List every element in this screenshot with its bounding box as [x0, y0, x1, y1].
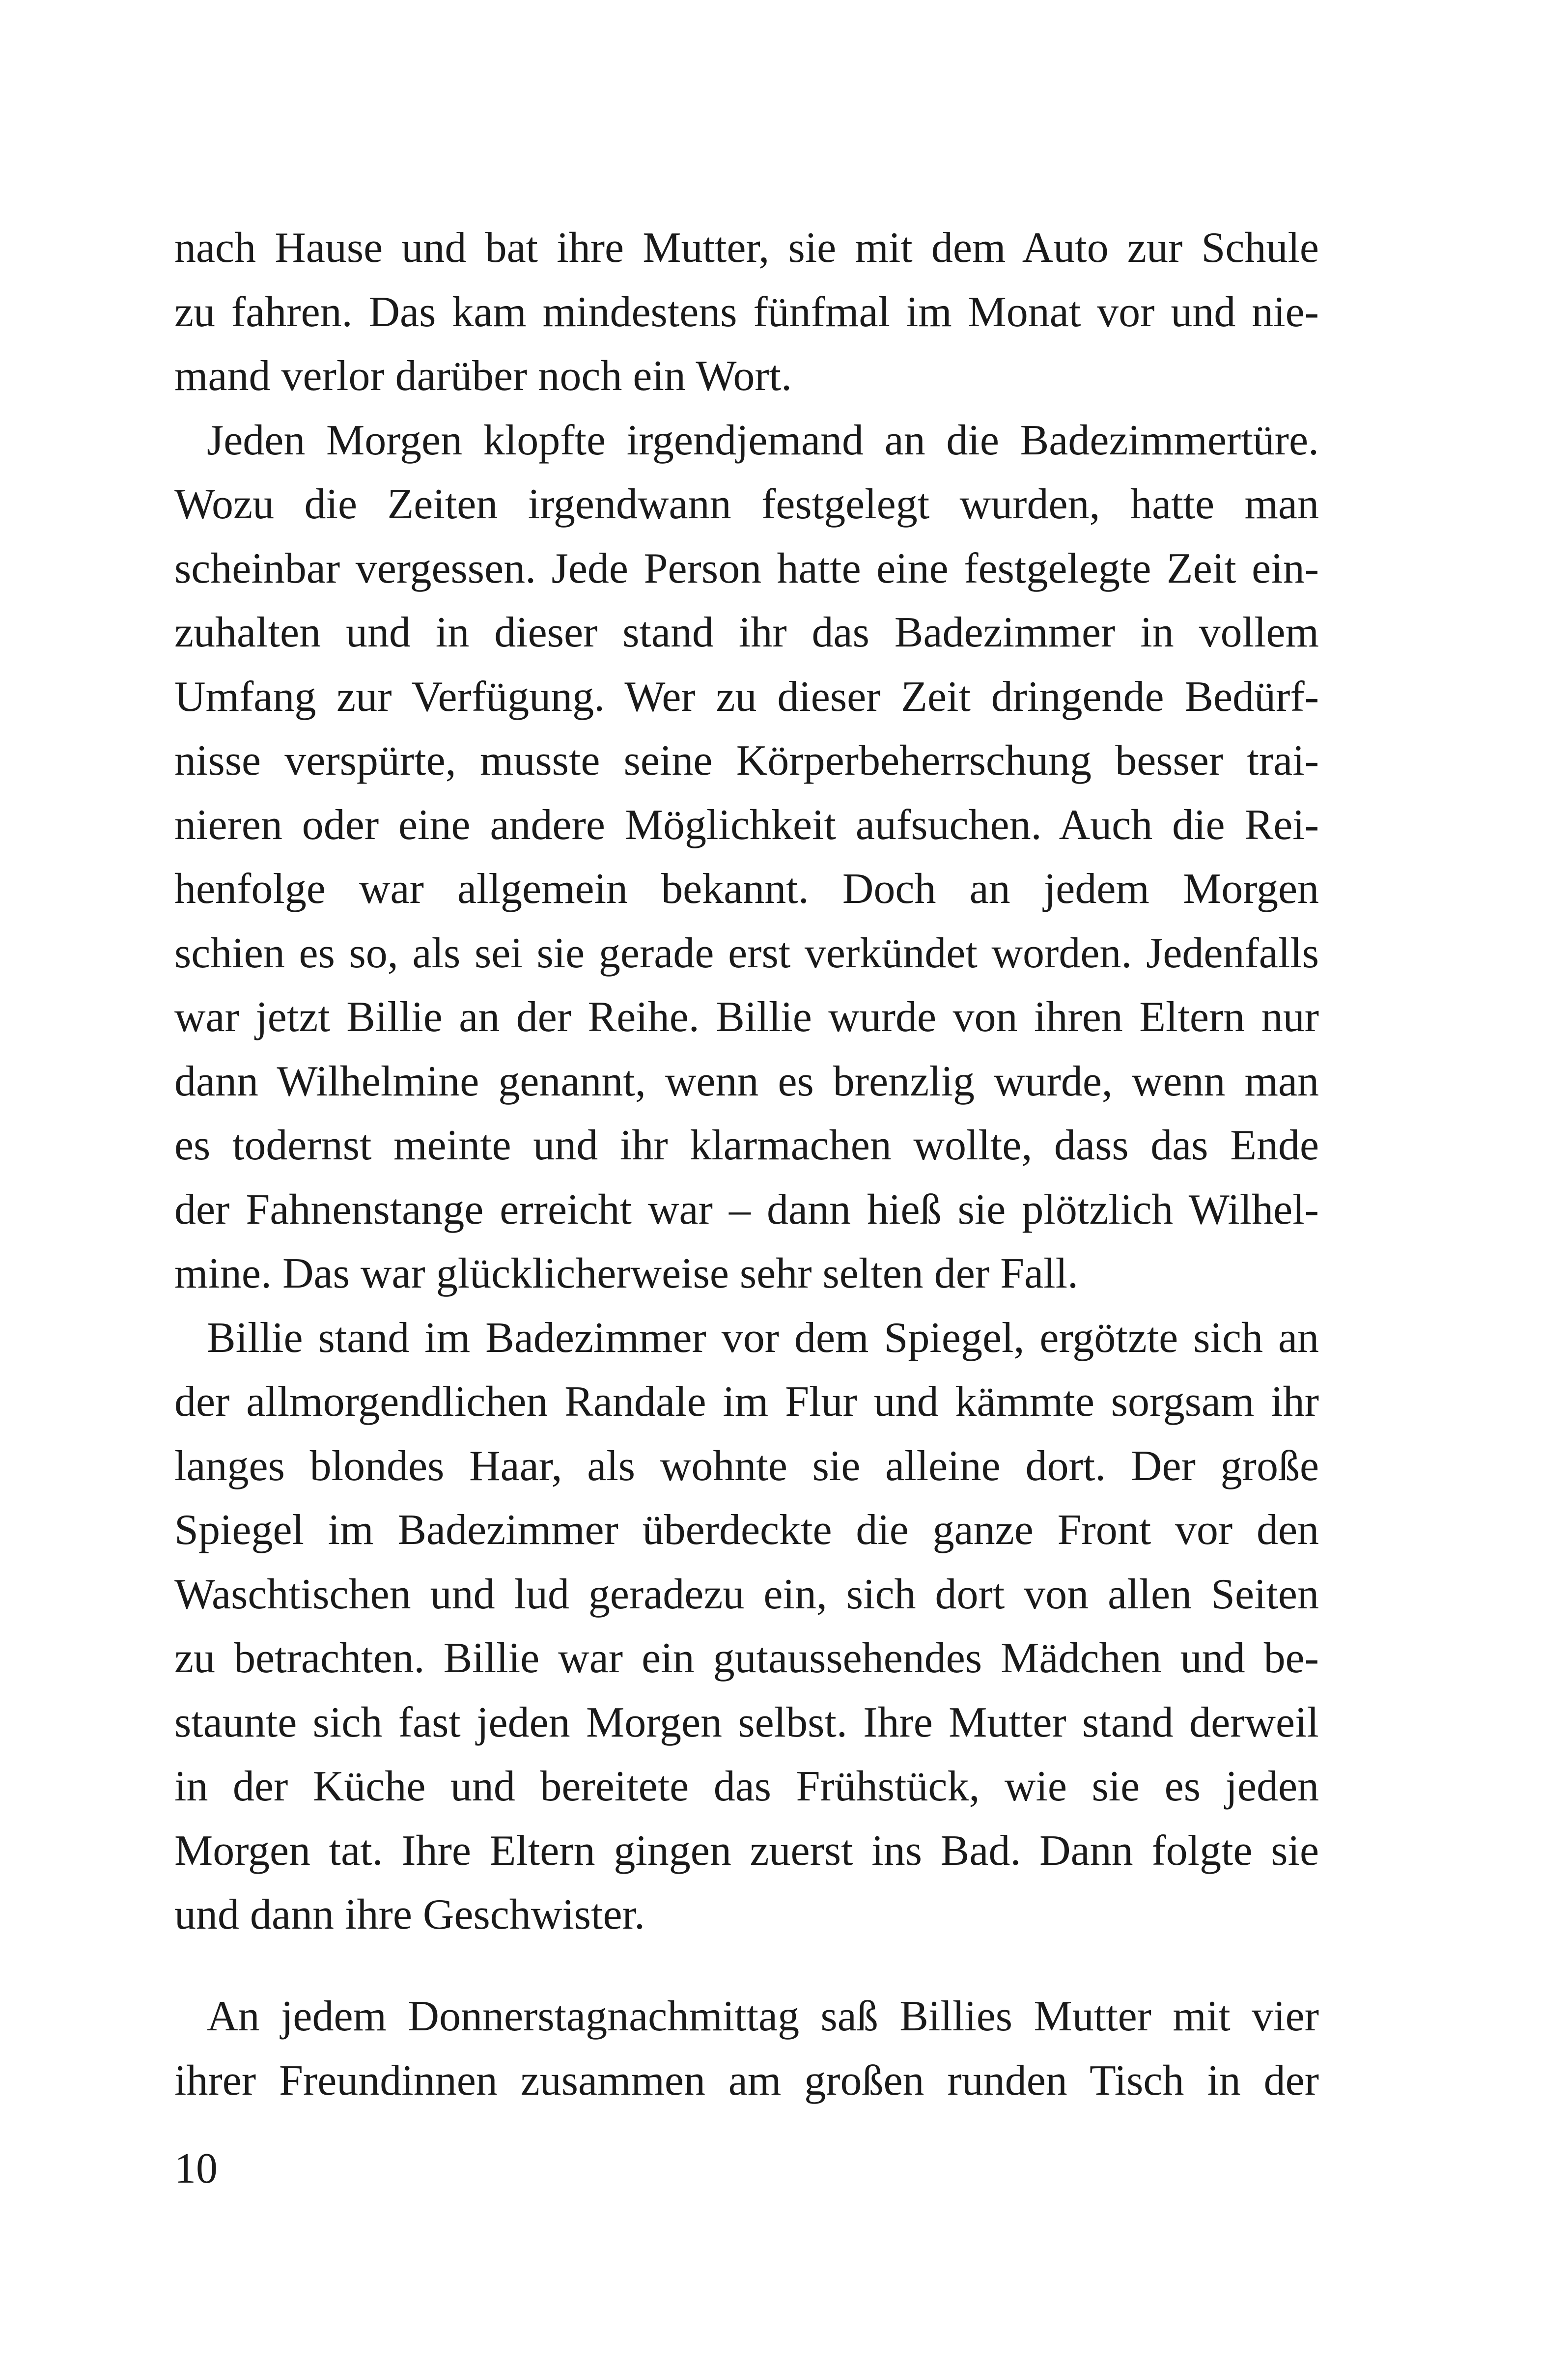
text-line: der Fahnenstange erreicht war – dann hieß sie plötzlich Wilhel- — [174, 1185, 1319, 1234]
text-line: zu betrachten. Billie war ein gutaussehendes Mädchen und be- — [174, 1634, 1319, 1682]
text-line: ihrer Freundinnen zusammen am großen runden Tisch in der — [174, 2056, 1319, 2105]
text-line: war jetzt Billie an der Reihe. Billie wurde von ihren Eltern nur — [174, 993, 1319, 1041]
page-number: 10 — [174, 2145, 218, 2192]
text-block-section-two — [174, 1985, 1319, 2113]
text-line: nisse verspürte, musste seine Körperbeherrschung besser trai- — [174, 737, 1319, 785]
text-line: Wozu die Zeiten irgendwann festgelegt wurden, hatte man — [174, 480, 1319, 528]
text-line: nach Hause und bat ihre Mutter, sie mit dem Auto zur Schule — [174, 224, 1319, 272]
text-line: henfolge war allgemein bekannt. Doch an jedem Morgen — [174, 865, 1319, 913]
text-line: nieren oder eine andere Möglichkeit aufsuchen. Auch die Rei- — [174, 801, 1319, 849]
text-line: langes blondes Haar, als wohnte sie alleine dort. Der große — [174, 1442, 1319, 1490]
text-line: Spiegel im Badezimmer überdeckte die ganze Front vor den — [174, 1506, 1319, 1554]
text-line: Morgen tat. Ihre Eltern gingen zuerst ins Bad. Dann folgte sie — [174, 1826, 1319, 1875]
text-line: zu fahren. Das kam mindestens fünfmal im Monat vor und nie- — [174, 288, 1319, 336]
text-line: und dann ihre Geschwister. — [174, 1891, 645, 1938]
text-line: mine. Das war glücklicherweise sehr selten der Fall. — [174, 1250, 1079, 1297]
text-line: dann Wilhelmine genannt, wenn es brenzlig wurde, wenn man — [174, 1057, 1319, 1105]
text-line: schien es so, als sei sie gerade erst verkündet worden. Jedenfalls — [174, 929, 1319, 977]
text-line: in der Küche und bereitete das Frühstück, wie sie es jeden — [174, 1763, 1319, 1810]
text-block-main — [174, 216, 1319, 1947]
text-line: mand verlor darüber noch ein Wort. — [174, 352, 792, 400]
text-line: der allmorgendlichen Randale im Flur und kämmte sorgsam ihr — [174, 1378, 1319, 1426]
text-line: An jedem Donnerstagnachmittag saß Billies Mutter mit vier — [207, 1993, 1319, 2040]
text-line: Billie stand im Badezimmer vor dem Spiegel, ergötzte sich an — [207, 1314, 1319, 1362]
text-line: Jeden Morgen klopfte irgendjemand an die Badezimmertüre. — [207, 416, 1319, 464]
text-line: scheinbar vergessen. Jede Person hatte eine festgelegte Zeit ein- — [174, 544, 1319, 592]
text-line: zuhalten und in dieser stand ihr das Badezimmer in vollem — [174, 609, 1319, 656]
text-line: Umfang zur Verfügung. Wer zu dieser Zeit dringende Bedürf- — [174, 673, 1319, 721]
text-line: es todernst meinte und ihr klarmachen wollte, dass das Ende — [174, 1122, 1319, 1169]
text-line: Waschtischen und lud geradezu ein, sich dort von allen Seiten — [174, 1570, 1319, 1618]
text-line: staunte sich fast jeden Morgen selbst. Ihre Mutter stand derweil — [174, 1698, 1319, 1746]
